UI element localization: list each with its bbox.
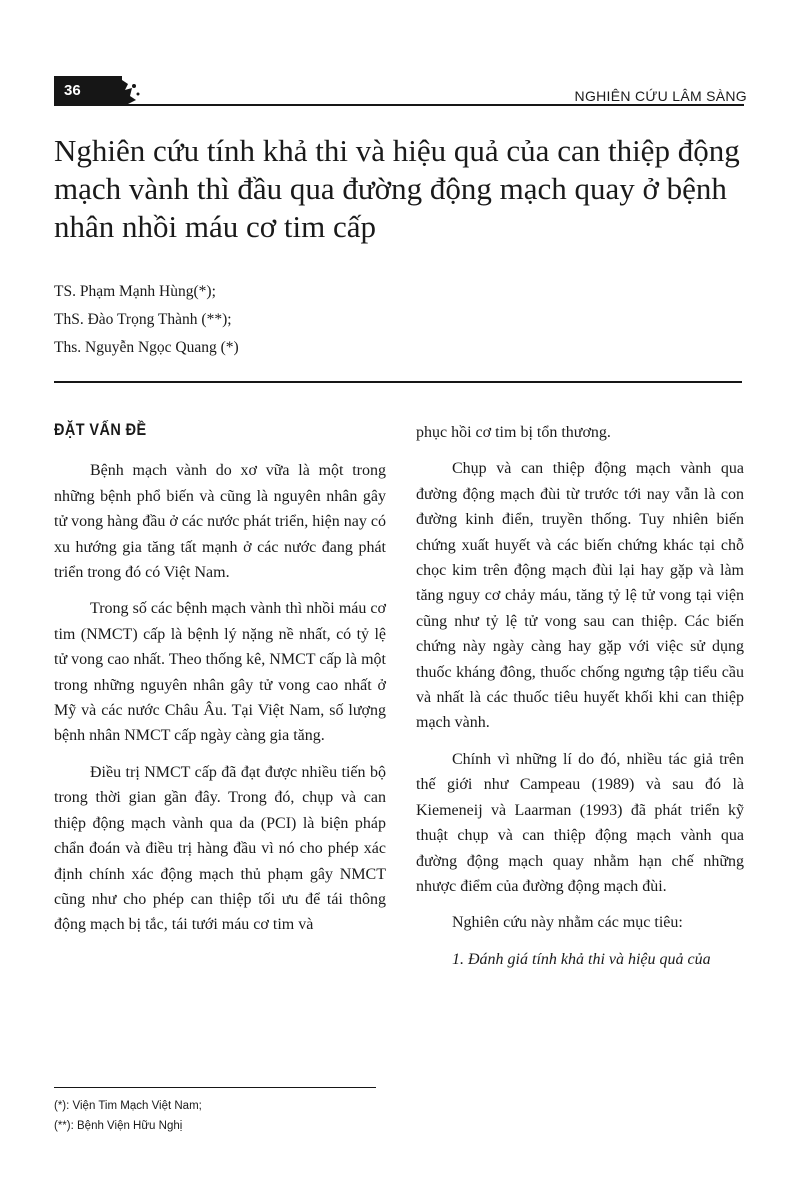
title-divider bbox=[54, 381, 742, 383]
paragraph: Bệnh mạch vành do xơ vữa là một trong những bệnh phổ biến và cũng là nguyên nhân gây tử vong hàng đầu ở các nước phát triển, hiện nay có xu hướng gia tăng tất mạnh ở các nước đang phát triển trong đó có Việt Nam. bbox=[54, 462, 386, 582]
footnote-divider bbox=[54, 1087, 376, 1088]
page-number: 36 bbox=[54, 76, 114, 106]
paragraph: Điều trị NMCT cấp đã đạt được nhiều tiến bộ trong thời gian gần đây. Trong đó, chụp và can thiệp động mạch vành qua da (PCI) là biện pháp chẩn đoán và điều trị hàng đầu vì nó cho phép xác định chính xác động mạch thủ phạm gây NMCT cũng như cho phép can thiệp tối ưu để tái thông động mạch bị tắc, tái tưới máu cơ tim và bbox=[54, 763, 386, 934]
objective-item: 1. Đánh giá tính khả thi và hiệu quả của bbox=[452, 950, 711, 968]
author-2: ThS. Đào Trọng Thành (**); bbox=[54, 311, 232, 328]
footnotes bbox=[54, 1096, 202, 1136]
paragraph: Nghiên cứu này nhằm các mục tiêu: bbox=[452, 914, 683, 932]
author-list bbox=[54, 278, 239, 362]
section-heading: ĐẶT VẤN ĐỀ bbox=[54, 420, 147, 439]
footnote-2: (**): Bệnh Viện Hữu Nghị bbox=[54, 1120, 183, 1132]
paragraph: Chính vì những lí do đó, nhiều tác giả trên thế giới như Campeau (1989) và sau đó là Kiemeneij và Laarman (1993) đã phát triển kỹ thuật chụp và can thiệp động mạch vành qua đường động mạch quay nhằm hạn chế những nhược điểm của đường động mạch đùi. bbox=[416, 750, 744, 895]
header-rule bbox=[54, 104, 744, 106]
left-column bbox=[54, 405, 386, 949]
footnote-1: (*): Viện Tim Mạch Việt Nam; bbox=[54, 1100, 202, 1112]
right-column bbox=[416, 420, 744, 972]
author-1: TS. Phạm Mạnh Hùng(*); bbox=[54, 283, 216, 300]
paragraph: Chụp và can thiệp động mạch vành qua đường động mạch đùi từ trước tới nay vẫn là con đường kinh điển, truyền thống. Tuy nhiên biến chứng xuất huyết và các biến chứng khác tại chỗ chọc kim trên động mạch đùi lại hay gặp và làm tăng nguy cơ chảy máu, tăng tỷ lệ tử vong tại viện cũng như tỷ lệ tử vong sau can thiệp. Các biến chứng này ngày càng hay gặp với việc sử dụng thuốc kháng đông, thuốc chống ngưng tập tiểu cầu và nhất là các thuốc tiêu huyết khối khi can thiệp mạch vành. bbox=[416, 460, 744, 732]
page-header bbox=[0, 0, 795, 110]
section-label: NGHIÊN CỨU LÂM SÀNG bbox=[574, 88, 747, 104]
author-3: Ths. Nguyễn Ngọc Quang (*) bbox=[54, 339, 239, 356]
article-title: Nghiên cứu tính khả thi và hiệu quả của can thiệp động mạch vành thì đầu qua đường động mạch quay ở bệnh nhân nhồi máu cơ tim cấp bbox=[54, 133, 740, 244]
paragraph-continuation: phục hồi cơ tim bị tổn thương. bbox=[416, 424, 611, 441]
paragraph: Trong số các bệnh mạch vành thì nhồi máu cơ tim (NMCT) cấp là bệnh lý nặng nề nhất, có tỷ lệ tử vong cao nhất. Theo thống kê, NMCT cấp là một trong những nguyên nhân gây tử vong cao nhất ở Mỹ và các nước Châu Âu. Tại Việt Nam, số lượng bệnh nhân NMCT cấp ngày càng gia tăng. bbox=[54, 600, 386, 745]
header-ornament-icon bbox=[114, 76, 144, 106]
